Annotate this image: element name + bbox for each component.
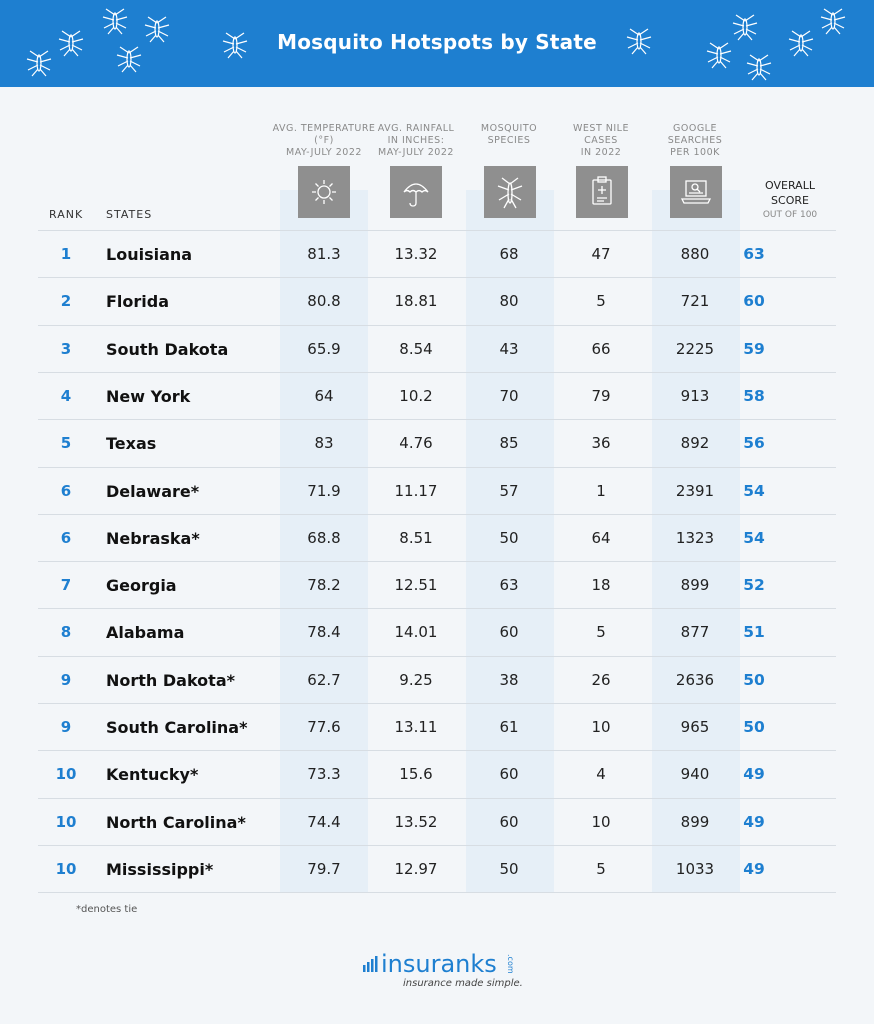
table-row bbox=[38, 277, 836, 325]
google-cell: 899 bbox=[680, 576, 710, 595]
rain-cell: 10.2 bbox=[399, 386, 433, 405]
google-cell: 2636 bbox=[675, 670, 715, 689]
species-cell: 85 bbox=[499, 434, 519, 453]
overall-score-cell: 54 bbox=[743, 528, 765, 547]
rain-cell: 11.17 bbox=[394, 481, 438, 500]
species-cell: 43 bbox=[499, 339, 519, 358]
overall-score-cell: 51 bbox=[743, 623, 765, 642]
species-cell: 70 bbox=[499, 386, 519, 405]
overall-score-cell: 60 bbox=[743, 292, 765, 311]
table-row bbox=[38, 230, 836, 278]
overall-score-cell: 49 bbox=[743, 765, 765, 784]
overall-score-cell: 54 bbox=[743, 481, 765, 500]
overall-score-cell: 59 bbox=[743, 339, 765, 358]
species-cell: 38 bbox=[499, 670, 519, 689]
google-cell: 965 bbox=[680, 718, 710, 736]
state-cell: Delaware* bbox=[106, 481, 200, 501]
umbrella-icon bbox=[390, 166, 442, 218]
state-cell: Mississippi* bbox=[106, 859, 214, 879]
state-cell: Georgia bbox=[106, 576, 177, 596]
species-cell: 60 bbox=[499, 812, 519, 831]
wnv-cell: 5 bbox=[596, 292, 606, 311]
clipboard-medical-icon bbox=[576, 166, 628, 218]
temp-cell: 74.4 bbox=[307, 812, 341, 831]
google-cell: 877 bbox=[680, 623, 710, 642]
rank-cell: 7 bbox=[60, 576, 72, 595]
rank-cell: 10 bbox=[55, 765, 77, 784]
temp-cell: 68.8 bbox=[307, 528, 341, 547]
header-overall-score: OVERALL SCORE OUT OF 100 bbox=[762, 179, 818, 220]
mosquito-icon bbox=[744, 52, 774, 82]
table-row bbox=[38, 656, 836, 704]
google-cell: 1323 bbox=[675, 528, 715, 547]
temp-cell: 77.6 bbox=[307, 718, 341, 736]
table-row bbox=[38, 608, 836, 656]
rain-cell: 13.52 bbox=[394, 812, 438, 831]
google-cell: 2225 bbox=[675, 339, 715, 358]
species-cell: 60 bbox=[499, 623, 519, 642]
state-cell: North Dakota* bbox=[106, 670, 235, 690]
rain-cell: 13.32 bbox=[394, 245, 438, 263]
wnv-cell: 1 bbox=[596, 481, 606, 500]
rain-cell: 9.25 bbox=[399, 670, 433, 689]
google-cell: 899 bbox=[680, 812, 710, 831]
rank-cell: 10 bbox=[55, 812, 77, 831]
table-row bbox=[38, 372, 836, 420]
header-states: STATES bbox=[106, 208, 153, 221]
state-cell: Kentucky* bbox=[106, 765, 199, 785]
rain-cell: 13.11 bbox=[394, 718, 438, 736]
state-cell: Louisiana bbox=[106, 245, 193, 264]
overall-score-cell: 58 bbox=[743, 386, 765, 405]
google-cell: 721 bbox=[680, 292, 710, 311]
rank-cell: 5 bbox=[60, 434, 72, 453]
state-cell: Florida bbox=[106, 292, 170, 312]
rank-cell: 2 bbox=[60, 292, 72, 311]
temp-cell: 71.9 bbox=[307, 481, 341, 500]
rank-cell: 1 bbox=[60, 245, 72, 263]
table-row bbox=[38, 514, 836, 562]
rank-cell: 9 bbox=[60, 718, 72, 736]
temp-cell: 65.9 bbox=[307, 339, 341, 358]
rank-cell: 6 bbox=[60, 481, 72, 500]
wnv-cell: 47 bbox=[591, 245, 611, 263]
google-cell: 880 bbox=[680, 245, 710, 263]
page-title: Mosquito Hotspots by State bbox=[277, 30, 597, 54]
temp-cell: 80.8 bbox=[307, 292, 341, 311]
table-row bbox=[38, 419, 836, 467]
table-row bbox=[38, 845, 836, 893]
temp-cell: 64 bbox=[314, 386, 334, 405]
google-cell: 1033 bbox=[675, 859, 715, 878]
rain-cell: 18.81 bbox=[394, 292, 438, 311]
overall-score-cell: 52 bbox=[743, 576, 765, 595]
rain-cell: 12.51 bbox=[394, 576, 438, 595]
state-cell: Alabama bbox=[106, 623, 185, 643]
state-cell: South Dakota bbox=[106, 339, 229, 359]
state-cell: New York bbox=[106, 386, 191, 406]
state-cell: North Carolina* bbox=[106, 812, 246, 832]
table-row bbox=[38, 467, 836, 515]
table-bottom-rule bbox=[38, 892, 836, 893]
header-temperature: AVG. TEMPERATURE (°F) MAY-JULY 2022 bbox=[272, 123, 376, 158]
header-rank: RANK bbox=[49, 208, 84, 221]
overall-score-cell: 63 bbox=[743, 245, 765, 263]
temp-cell: 81.3 bbox=[307, 245, 341, 263]
temp-cell: 73.3 bbox=[307, 765, 341, 784]
species-cell: 61 bbox=[499, 718, 519, 736]
species-cell: 50 bbox=[499, 859, 519, 878]
table-row bbox=[38, 561, 836, 609]
header-banner bbox=[0, 0, 874, 87]
logo-bars-icon bbox=[363, 956, 379, 972]
wnv-cell: 5 bbox=[596, 623, 606, 642]
rain-cell: 15.6 bbox=[399, 765, 433, 784]
table-row bbox=[38, 750, 836, 798]
rank-cell: 6 bbox=[60, 528, 72, 547]
table-row bbox=[38, 703, 836, 751]
footnote: *denotes tie bbox=[76, 904, 138, 915]
species-cell: 50 bbox=[499, 528, 519, 547]
state-cell: Texas bbox=[106, 434, 157, 454]
overall-score-cell: 49 bbox=[743, 859, 765, 878]
temp-cell: 83 bbox=[314, 434, 334, 453]
state-cell: Nebraska* bbox=[106, 528, 200, 548]
laptop-search-icon bbox=[670, 166, 722, 218]
rank-cell: 9 bbox=[60, 670, 72, 689]
table-row bbox=[38, 325, 836, 373]
overall-score-cell: 50 bbox=[743, 718, 765, 736]
wnv-cell: 5 bbox=[596, 859, 606, 878]
google-cell: 940 bbox=[680, 765, 710, 784]
wnv-cell: 4 bbox=[596, 765, 606, 784]
wnv-cell: 36 bbox=[591, 434, 611, 453]
rain-cell: 12.97 bbox=[394, 859, 438, 878]
rank-cell: 3 bbox=[60, 339, 72, 358]
rain-cell: 8.54 bbox=[399, 339, 433, 358]
state-cell: South Carolina* bbox=[106, 718, 248, 737]
species-cell: 57 bbox=[499, 481, 519, 500]
insuranks-logo: insuranks .com insurance made simple. bbox=[363, 950, 523, 992]
header-west-nile: WEST NILE CASES IN 2022 bbox=[573, 123, 629, 158]
google-cell: 892 bbox=[680, 434, 710, 453]
wnv-cell: 18 bbox=[591, 576, 611, 595]
species-cell: 63 bbox=[499, 576, 519, 595]
temp-cell: 78.2 bbox=[307, 576, 341, 595]
header-species: MOSQUITO SPECIES bbox=[480, 123, 538, 146]
temp-cell: 79.7 bbox=[307, 859, 341, 878]
header-rainfall: AVG. RAINFALL IN INCHES: MAY-JULY 2022 bbox=[377, 123, 455, 158]
species-cell: 80 bbox=[499, 292, 519, 311]
temp-cell: 78.4 bbox=[307, 623, 341, 642]
rank-cell: 10 bbox=[55, 859, 77, 878]
wnv-cell: 64 bbox=[591, 528, 611, 547]
wnv-cell: 10 bbox=[591, 718, 611, 736]
header-google-searches: GOOGLE SEARCHES PER 100K bbox=[667, 123, 723, 158]
table-row bbox=[38, 798, 836, 846]
google-cell: 913 bbox=[680, 386, 710, 405]
google-cell: 2391 bbox=[675, 481, 715, 500]
species-cell: 68 bbox=[499, 245, 519, 263]
overall-score-cell: 56 bbox=[743, 434, 765, 453]
wnv-cell: 79 bbox=[591, 386, 611, 405]
rain-cell: 8.51 bbox=[399, 528, 433, 547]
temp-cell: 62.7 bbox=[307, 670, 341, 689]
mosquito-icon bbox=[484, 166, 536, 218]
rank-cell: 4 bbox=[60, 386, 72, 405]
rank-cell: 8 bbox=[60, 623, 72, 642]
rain-cell: 14.01 bbox=[394, 623, 438, 642]
rain-cell: 4.76 bbox=[399, 434, 433, 453]
overall-score-cell: 50 bbox=[743, 670, 765, 689]
sun-icon bbox=[298, 166, 350, 218]
overall-score-cell: 49 bbox=[743, 812, 765, 831]
wnv-cell: 66 bbox=[591, 339, 611, 358]
wnv-cell: 26 bbox=[591, 670, 611, 689]
species-cell: 60 bbox=[499, 765, 519, 784]
wnv-cell: 10 bbox=[591, 812, 611, 831]
